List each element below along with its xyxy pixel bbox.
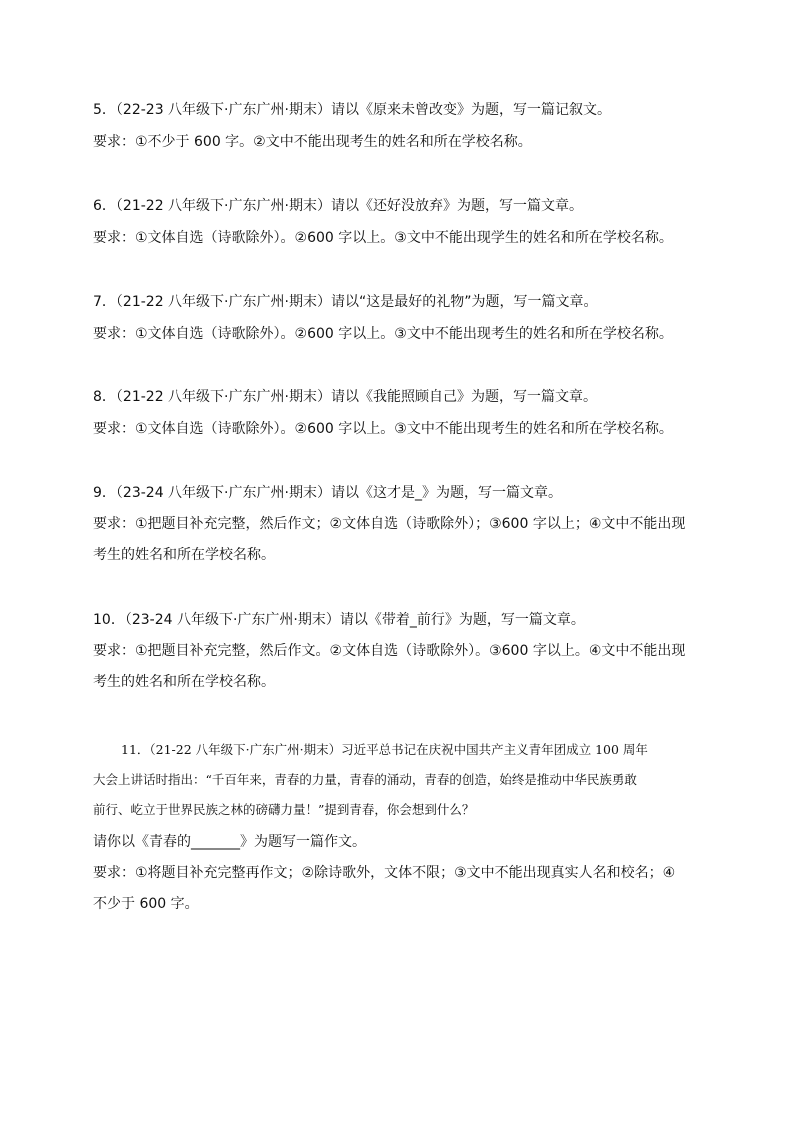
question-text: （21-22 八年级下·广东广州·期末）请以《还好没放弃》为题，写一篇文章。 bbox=[115, 198, 583, 214]
question-9 bbox=[93, 484, 705, 571]
question-number: 9． bbox=[93, 485, 116, 501]
question-10-title bbox=[93, 611, 705, 629]
requirement-line: 要求：①把题目补充完整，然后作文；②文体自选（诗歌除外）；③600 字以上；④文中不能出现 bbox=[93, 516, 686, 532]
question-11-prompt: 请你以《青春的_______》为题写一篇作文。 bbox=[93, 834, 366, 850]
question-number: 7． bbox=[93, 294, 116, 310]
question-10-requirement bbox=[93, 636, 705, 698]
requirement-line: 要求：①把题目补充完整，然后作文。②文体自选（诗歌除外）。③600 字以上。④文中不能出现 bbox=[93, 643, 686, 659]
question-8-title bbox=[93, 388, 705, 406]
question-number: 6． bbox=[93, 198, 116, 214]
question-9-requirement bbox=[93, 509, 705, 571]
intro-line: 11．（21-22 八年级下·广东广州·期末）习近平总书记在庆祝中国共产主义青年团成立 100 周年 bbox=[121, 742, 648, 757]
question-7-requirement: 要求：①文体自选（诗歌除外）。②600 字以上。③文中不能出现考生的姓名和所在学校名称。 bbox=[93, 326, 673, 342]
question-9-title bbox=[93, 484, 705, 502]
question-7 bbox=[93, 293, 705, 343]
question-11-intro bbox=[93, 735, 705, 825]
question-11-requirement bbox=[93, 858, 705, 920]
question-number: 10． bbox=[93, 612, 125, 628]
intro-line: 大会上讲话时指出：“千百年来，青春的力量，青春的涌动，青春的创造，始终是推动中华民族勇敢 bbox=[93, 772, 637, 787]
question-6-requirement: 要求：①文体自选（诗歌除外）。②600 字以上。③文中不能出现学生的姓名和所在学校名称。 bbox=[93, 230, 673, 246]
question-5 bbox=[93, 101, 705, 151]
question-text: （21-22 八年级下·广东广州·期末）请以“这是最好的礼物”为题，写一篇文章。 bbox=[115, 294, 598, 310]
question-text: （22-23 八年级下·广东广州·期末）请以《原来未曾改变》为题，写一篇记叙文。 bbox=[115, 102, 611, 118]
requirement-line: 不少于 600 字。 bbox=[93, 896, 199, 912]
question-7-title bbox=[93, 293, 705, 311]
question-text: （23-24 八年级下·广东广州·期末）请以《带着_前行》为题，写一篇文章。 bbox=[124, 612, 585, 628]
question-text: （23-24 八年级下·广东广州·期末）请以《这才是_》为题，写一篇文章。 bbox=[115, 485, 562, 501]
question-number: 5． bbox=[93, 102, 116, 118]
question-8 bbox=[93, 388, 705, 438]
question-8-requirement: 要求：①文体自选（诗歌除外）。②600 字以上。③文中不能出现考生的姓名和所在学校名称。 bbox=[93, 421, 673, 437]
question-6-title bbox=[93, 197, 705, 215]
question-text: （21-22 八年级下·广东广州·期末）请以《我能照顾自己》为题，写一篇文章。 bbox=[115, 389, 597, 405]
question-10 bbox=[93, 611, 705, 698]
question-6 bbox=[93, 197, 705, 247]
requirement-line: 考生的姓名和所在学校名称。 bbox=[93, 674, 275, 690]
question-number: 8． bbox=[93, 389, 116, 405]
question-5-requirement: 要求：①不少于 600 字。②文中不能出现考生的姓名和所在学校名称。 bbox=[93, 134, 532, 150]
requirement-line: 考生的姓名和所在学校名称。 bbox=[93, 547, 275, 563]
question-5-title bbox=[93, 101, 705, 119]
intro-line: 前行、屹立于世界民族之林的磅礴力量！”提到青春，你会想到什么？ bbox=[93, 802, 475, 817]
requirement-line: 要求：①将题目补充完整再作文；②除诗歌外，文体不限；③文中不能出现真实人名和校名；④ bbox=[93, 865, 676, 881]
